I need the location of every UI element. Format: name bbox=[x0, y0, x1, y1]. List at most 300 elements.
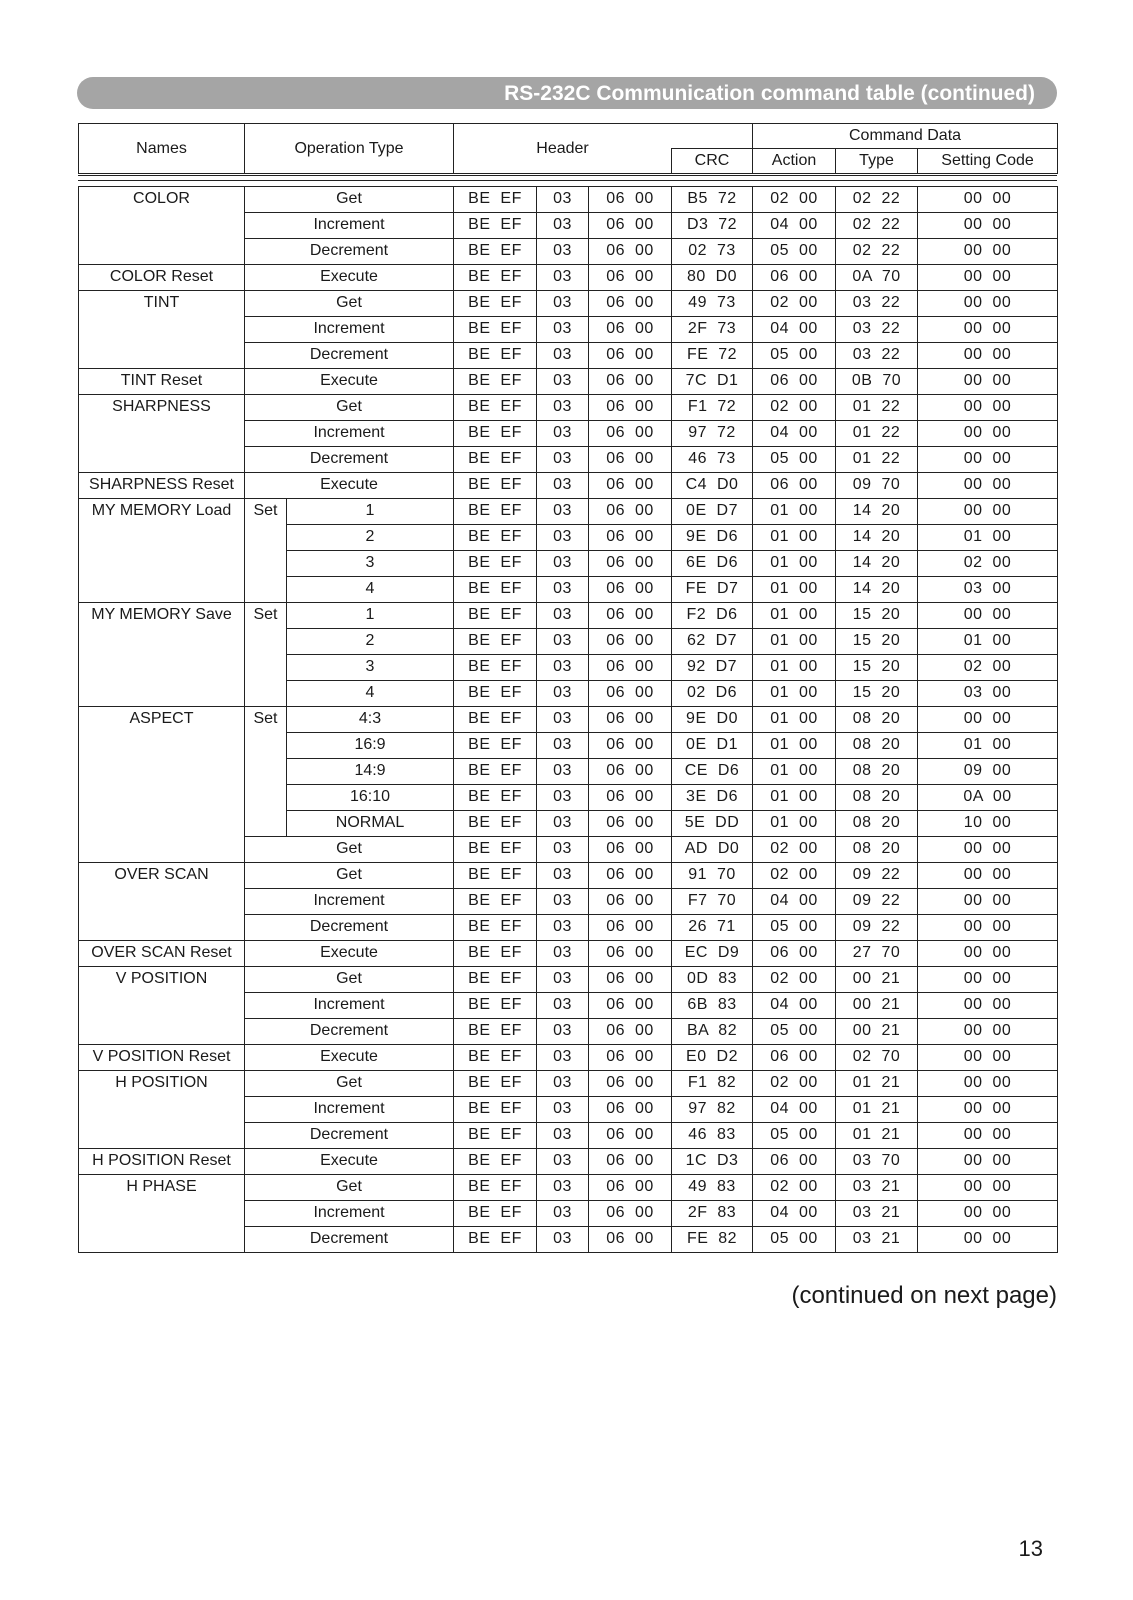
operation-cell: Decrement bbox=[245, 915, 454, 941]
action-cell: 06 00 bbox=[753, 473, 836, 499]
type-cell: 14 20 bbox=[836, 577, 918, 603]
header-length-cell: 03 bbox=[537, 1227, 589, 1253]
type-cell: 01 21 bbox=[836, 1123, 918, 1149]
type-cell: 01 22 bbox=[836, 447, 918, 473]
header-byte-cell: BE EF bbox=[454, 1175, 537, 1201]
operation-cell: Increment bbox=[245, 421, 454, 447]
col-header-action: Action bbox=[753, 149, 836, 174]
setting-code-cell: 00 00 bbox=[918, 707, 1058, 733]
crc-cell: 97 82 bbox=[672, 1097, 753, 1123]
table-row bbox=[79, 473, 1058, 499]
action-cell: 01 00 bbox=[753, 759, 836, 785]
operation-cell: Execute bbox=[245, 1149, 454, 1175]
header-byte-cell: BE EF bbox=[454, 707, 537, 733]
type-cell: 03 21 bbox=[836, 1201, 918, 1227]
set-cell: Set bbox=[245, 603, 287, 707]
table-row bbox=[79, 1071, 1058, 1097]
setting-code-cell: 00 00 bbox=[918, 1149, 1058, 1175]
header-byte-cell: BE EF bbox=[454, 1097, 537, 1123]
setting-code-cell: 03 00 bbox=[918, 681, 1058, 707]
action-cell: 04 00 bbox=[753, 421, 836, 447]
header-byte-cell: BE EF bbox=[454, 1123, 537, 1149]
setting-code-cell: 00 00 bbox=[918, 1097, 1058, 1123]
table-row bbox=[79, 941, 1058, 967]
crc-cell: F7 70 bbox=[672, 889, 753, 915]
type-cell: 0A 70 bbox=[836, 265, 918, 291]
operation-cell: Execute bbox=[245, 473, 454, 499]
header-length-cell: 03 bbox=[537, 499, 589, 525]
header-length-cell: 03 bbox=[537, 187, 589, 213]
operation-cell: Decrement bbox=[245, 239, 454, 265]
crc-cell: 2F 83 bbox=[672, 1201, 753, 1227]
table-row bbox=[79, 707, 1058, 733]
operation-cell: Increment bbox=[245, 993, 454, 1019]
header-length-cell: 03 bbox=[537, 863, 589, 889]
header-length-cell: 03 bbox=[537, 603, 589, 629]
name-cell: MY MEMORY Save bbox=[79, 603, 245, 707]
type-cell: 09 22 bbox=[836, 915, 918, 941]
table-row bbox=[79, 1045, 1058, 1071]
operation-cell: Get bbox=[245, 187, 454, 213]
header-length-cell: 03 bbox=[537, 837, 589, 863]
type-cell: 09 70 bbox=[836, 473, 918, 499]
header-length-cell: 03 bbox=[537, 317, 589, 343]
name-cell: OVER SCAN Reset bbox=[79, 941, 245, 967]
operation-cell: Decrement bbox=[245, 1123, 454, 1149]
table-header bbox=[78, 123, 1058, 174]
crc-cell: CE D6 bbox=[672, 759, 753, 785]
header-id-cell: 06 00 bbox=[589, 1201, 672, 1227]
operation-cell: Increment bbox=[245, 889, 454, 915]
header-id-cell: 06 00 bbox=[589, 577, 672, 603]
action-cell: 02 00 bbox=[753, 291, 836, 317]
header-byte-cell: BE EF bbox=[454, 1019, 537, 1045]
type-cell: 03 21 bbox=[836, 1175, 918, 1201]
page-number: 13 bbox=[1018, 1536, 1043, 1561]
action-cell: 04 00 bbox=[753, 317, 836, 343]
operation-cell: Get bbox=[245, 837, 454, 863]
action-cell: 04 00 bbox=[753, 889, 836, 915]
crc-cell: 49 83 bbox=[672, 1175, 753, 1201]
header-byte-cell: BE EF bbox=[454, 343, 537, 369]
name-cell: SHARPNESS Reset bbox=[79, 473, 245, 499]
type-cell: 0B 70 bbox=[836, 369, 918, 395]
header-id-cell: 06 00 bbox=[589, 239, 672, 265]
operation-cell: Get bbox=[245, 1071, 454, 1097]
type-cell: 02 70 bbox=[836, 1045, 918, 1071]
setting-code-cell: 00 00 bbox=[918, 291, 1058, 317]
crc-cell: 0D 83 bbox=[672, 967, 753, 993]
setting-code-cell: 00 00 bbox=[918, 889, 1058, 915]
operation-cell: 4:3 bbox=[287, 707, 454, 733]
type-cell: 01 22 bbox=[836, 395, 918, 421]
header-id-cell: 06 00 bbox=[589, 681, 672, 707]
crc-cell: FE D7 bbox=[672, 577, 753, 603]
operation-cell: Increment bbox=[245, 1097, 454, 1123]
header-id-cell: 06 00 bbox=[589, 499, 672, 525]
table-row bbox=[79, 967, 1058, 993]
header-id-cell: 06 00 bbox=[589, 343, 672, 369]
header-byte-cell: BE EF bbox=[454, 395, 537, 421]
operation-cell: Get bbox=[245, 1175, 454, 1201]
type-cell: 02 22 bbox=[836, 239, 918, 265]
header-length-cell: 03 bbox=[537, 1175, 589, 1201]
header-length-cell: 03 bbox=[537, 629, 589, 655]
title-bar bbox=[77, 77, 1057, 109]
action-cell: 01 00 bbox=[753, 525, 836, 551]
col-header-names: Names bbox=[79, 124, 245, 174]
action-cell: 01 00 bbox=[753, 811, 836, 837]
action-cell: 02 00 bbox=[753, 863, 836, 889]
header-byte-cell: BE EF bbox=[454, 1045, 537, 1071]
setting-code-cell: 00 00 bbox=[918, 473, 1058, 499]
table-row bbox=[79, 395, 1058, 421]
name-cell: H PHASE bbox=[79, 1175, 245, 1253]
crc-cell: F1 82 bbox=[672, 1071, 753, 1097]
header-byte-cell: BE EF bbox=[454, 291, 537, 317]
type-cell: 01 22 bbox=[836, 421, 918, 447]
header-byte-cell: BE EF bbox=[454, 993, 537, 1019]
header-length-cell: 03 bbox=[537, 525, 589, 551]
setting-code-cell: 00 00 bbox=[918, 915, 1058, 941]
action-cell: 01 00 bbox=[753, 499, 836, 525]
setting-code-cell: 00 00 bbox=[918, 187, 1058, 213]
action-cell: 01 00 bbox=[753, 603, 836, 629]
operation-cell: Get bbox=[245, 967, 454, 993]
action-cell: 01 00 bbox=[753, 733, 836, 759]
header-id-cell: 06 00 bbox=[589, 785, 672, 811]
action-cell: 02 00 bbox=[753, 187, 836, 213]
action-cell: 01 00 bbox=[753, 551, 836, 577]
header-byte-cell: BE EF bbox=[454, 317, 537, 343]
name-cell: H POSITION bbox=[79, 1071, 245, 1149]
crc-cell: 49 73 bbox=[672, 291, 753, 317]
crc-cell: 9E D6 bbox=[672, 525, 753, 551]
type-cell: 00 21 bbox=[836, 993, 918, 1019]
header-byte-cell: BE EF bbox=[454, 369, 537, 395]
operation-cell: 3 bbox=[287, 551, 454, 577]
crc-cell: 02 D6 bbox=[672, 681, 753, 707]
header-length-cell: 03 bbox=[537, 447, 589, 473]
header-byte-cell: BE EF bbox=[454, 863, 537, 889]
name-cell: TINT Reset bbox=[79, 369, 245, 395]
operation-cell: Execute bbox=[245, 1045, 454, 1071]
crc-cell: 92 D7 bbox=[672, 655, 753, 681]
header-length-cell: 03 bbox=[537, 1201, 589, 1227]
crc-cell: 5E DD bbox=[672, 811, 753, 837]
header-divider-upper bbox=[78, 175, 1057, 176]
type-cell: 08 20 bbox=[836, 811, 918, 837]
type-cell: 09 22 bbox=[836, 863, 918, 889]
header-length-cell: 03 bbox=[537, 343, 589, 369]
crc-cell: 97 72 bbox=[672, 421, 753, 447]
header-id-cell: 06 00 bbox=[589, 1227, 672, 1253]
header-id-cell: 06 00 bbox=[589, 369, 672, 395]
name-cell: MY MEMORY Load bbox=[79, 499, 245, 603]
operation-cell: NORMAL bbox=[287, 811, 454, 837]
header-length-cell: 03 bbox=[537, 707, 589, 733]
header-length-cell: 03 bbox=[537, 473, 589, 499]
type-cell: 08 20 bbox=[836, 837, 918, 863]
setting-code-cell: 00 00 bbox=[918, 941, 1058, 967]
crc-cell: 62 D7 bbox=[672, 629, 753, 655]
setting-code-cell: 0A 00 bbox=[918, 785, 1058, 811]
header-id-cell: 06 00 bbox=[589, 707, 672, 733]
header-id-cell: 06 00 bbox=[589, 1175, 672, 1201]
type-cell: 03 70 bbox=[836, 1149, 918, 1175]
crc-cell: 91 70 bbox=[672, 863, 753, 889]
header-id-cell: 06 00 bbox=[589, 525, 672, 551]
operation-cell: 4 bbox=[287, 681, 454, 707]
crc-cell: 1C D3 bbox=[672, 1149, 753, 1175]
operation-cell: Execute bbox=[245, 265, 454, 291]
operation-cell: Decrement bbox=[245, 447, 454, 473]
col-header-operation-type: Operation Type bbox=[245, 124, 454, 174]
header-length-cell: 03 bbox=[537, 681, 589, 707]
table-row bbox=[79, 1175, 1058, 1201]
crc-cell: EC D9 bbox=[672, 941, 753, 967]
header-byte-cell: BE EF bbox=[454, 551, 537, 577]
crc-cell: F2 D6 bbox=[672, 603, 753, 629]
header-length-cell: 03 bbox=[537, 239, 589, 265]
setting-code-cell: 03 00 bbox=[918, 577, 1058, 603]
crc-cell: 9E D0 bbox=[672, 707, 753, 733]
operation-cell: Increment bbox=[245, 1201, 454, 1227]
type-cell: 00 21 bbox=[836, 967, 918, 993]
header-id-cell: 06 00 bbox=[589, 1045, 672, 1071]
col-header-command-data: Command Data bbox=[753, 124, 1058, 149]
header-length-cell: 03 bbox=[537, 1097, 589, 1123]
header-length-cell: 03 bbox=[537, 733, 589, 759]
header-id-cell: 06 00 bbox=[589, 759, 672, 785]
action-cell: 06 00 bbox=[753, 1045, 836, 1071]
header-byte-cell: BE EF bbox=[454, 811, 537, 837]
header-length-cell: 03 bbox=[537, 1123, 589, 1149]
header-byte-cell: BE EF bbox=[454, 629, 537, 655]
setting-code-cell: 01 00 bbox=[918, 629, 1058, 655]
crc-cell: 46 83 bbox=[672, 1123, 753, 1149]
header-byte-cell: BE EF bbox=[454, 655, 537, 681]
crc-cell: 0E D7 bbox=[672, 499, 753, 525]
crc-cell: BA 82 bbox=[672, 1019, 753, 1045]
setting-code-cell: 00 00 bbox=[918, 343, 1058, 369]
col-header-type: Type bbox=[836, 149, 918, 174]
crc-cell: B5 72 bbox=[672, 187, 753, 213]
name-cell: SHARPNESS bbox=[79, 395, 245, 473]
header-id-cell: 06 00 bbox=[589, 811, 672, 837]
header-id-cell: 06 00 bbox=[589, 1019, 672, 1045]
name-cell: V POSITION bbox=[79, 967, 245, 1045]
header-length-cell: 03 bbox=[537, 395, 589, 421]
header-id-cell: 06 00 bbox=[589, 421, 672, 447]
action-cell: 01 00 bbox=[753, 577, 836, 603]
header-byte-cell: BE EF bbox=[454, 447, 537, 473]
header-byte-cell: BE EF bbox=[454, 1149, 537, 1175]
setting-code-cell: 00 00 bbox=[918, 1045, 1058, 1071]
action-cell: 02 00 bbox=[753, 967, 836, 993]
header-id-cell: 06 00 bbox=[589, 265, 672, 291]
header-byte-cell: BE EF bbox=[454, 1071, 537, 1097]
header-length-cell: 03 bbox=[537, 993, 589, 1019]
setting-code-cell: 00 00 bbox=[918, 1123, 1058, 1149]
setting-code-cell: 00 00 bbox=[918, 265, 1058, 291]
crc-cell: 2F 73 bbox=[672, 317, 753, 343]
header-id-cell: 06 00 bbox=[589, 447, 672, 473]
header-byte-cell: BE EF bbox=[454, 785, 537, 811]
setting-code-cell: 02 00 bbox=[918, 655, 1058, 681]
header-length-cell: 03 bbox=[537, 967, 589, 993]
setting-code-cell: 02 00 bbox=[918, 551, 1058, 577]
name-cell: COLOR Reset bbox=[79, 265, 245, 291]
type-cell: 15 20 bbox=[836, 603, 918, 629]
header-length-cell: 03 bbox=[537, 213, 589, 239]
table-row bbox=[79, 291, 1058, 317]
action-cell: 05 00 bbox=[753, 343, 836, 369]
type-cell: 15 20 bbox=[836, 629, 918, 655]
action-cell: 06 00 bbox=[753, 369, 836, 395]
type-cell: 14 20 bbox=[836, 499, 918, 525]
action-cell: 06 00 bbox=[753, 265, 836, 291]
header-id-cell: 06 00 bbox=[589, 187, 672, 213]
operation-cell: 14:9 bbox=[287, 759, 454, 785]
col-header-header: Header bbox=[454, 124, 672, 174]
header-length-cell: 03 bbox=[537, 1071, 589, 1097]
header-length-cell: 03 bbox=[537, 785, 589, 811]
type-cell: 08 20 bbox=[836, 733, 918, 759]
crc-cell: 6E D6 bbox=[672, 551, 753, 577]
action-cell: 01 00 bbox=[753, 707, 836, 733]
action-cell: 06 00 bbox=[753, 1149, 836, 1175]
setting-code-cell: 10 00 bbox=[918, 811, 1058, 837]
header-byte-cell: BE EF bbox=[454, 967, 537, 993]
setting-code-cell: 00 00 bbox=[918, 239, 1058, 265]
crc-cell: 26 71 bbox=[672, 915, 753, 941]
operation-cell: Execute bbox=[245, 941, 454, 967]
setting-code-cell: 00 00 bbox=[918, 421, 1058, 447]
header-byte-cell: BE EF bbox=[454, 473, 537, 499]
action-cell: 04 00 bbox=[753, 1201, 836, 1227]
header-byte-cell: BE EF bbox=[454, 681, 537, 707]
header-length-cell: 03 bbox=[537, 421, 589, 447]
name-cell: H POSITION Reset bbox=[79, 1149, 245, 1175]
header-length-cell: 03 bbox=[537, 941, 589, 967]
action-cell: 05 00 bbox=[753, 915, 836, 941]
header-id-cell: 06 00 bbox=[589, 837, 672, 863]
crc-cell: 0E D1 bbox=[672, 733, 753, 759]
header-byte-cell: BE EF bbox=[454, 187, 537, 213]
name-cell: V POSITION Reset bbox=[79, 1045, 245, 1071]
header-id-cell: 06 00 bbox=[589, 1071, 672, 1097]
crc-cell: E0 D2 bbox=[672, 1045, 753, 1071]
crc-cell: 80 D0 bbox=[672, 265, 753, 291]
set-cell: Set bbox=[245, 707, 287, 837]
header-length-cell: 03 bbox=[537, 655, 589, 681]
action-cell: 05 00 bbox=[753, 1123, 836, 1149]
header-id-cell: 06 00 bbox=[589, 733, 672, 759]
header-length-cell: 03 bbox=[537, 889, 589, 915]
crc-cell: C4 D0 bbox=[672, 473, 753, 499]
table-row bbox=[79, 499, 1058, 525]
setting-code-cell: 00 00 bbox=[918, 447, 1058, 473]
setting-code-cell: 00 00 bbox=[918, 1175, 1058, 1201]
type-cell: 02 22 bbox=[836, 187, 918, 213]
set-cell: Set bbox=[245, 499, 287, 603]
action-cell: 02 00 bbox=[753, 1175, 836, 1201]
type-cell: 03 21 bbox=[836, 1227, 918, 1253]
header-byte-cell: BE EF bbox=[454, 421, 537, 447]
setting-code-cell: 00 00 bbox=[918, 1019, 1058, 1045]
setting-code-cell: 09 00 bbox=[918, 759, 1058, 785]
header-divider-lower bbox=[78, 180, 1057, 181]
table-row bbox=[79, 1149, 1058, 1175]
setting-code-cell: 00 00 bbox=[918, 837, 1058, 863]
header-length-cell: 03 bbox=[537, 1045, 589, 1071]
type-cell: 03 22 bbox=[836, 291, 918, 317]
action-cell: 01 00 bbox=[753, 655, 836, 681]
header-byte-cell: BE EF bbox=[454, 889, 537, 915]
operation-cell: 16:10 bbox=[287, 785, 454, 811]
header-length-cell: 03 bbox=[537, 577, 589, 603]
header-byte-cell: BE EF bbox=[454, 733, 537, 759]
operation-cell: 4 bbox=[287, 577, 454, 603]
command-table bbox=[78, 186, 1058, 1253]
action-cell: 01 00 bbox=[753, 629, 836, 655]
crc-cell: 7C D1 bbox=[672, 369, 753, 395]
header-byte-cell: BE EF bbox=[454, 837, 537, 863]
type-cell: 02 22 bbox=[836, 213, 918, 239]
setting-code-cell: 01 00 bbox=[918, 733, 1058, 759]
setting-code-cell: 01 00 bbox=[918, 525, 1058, 551]
operation-cell: Decrement bbox=[245, 1019, 454, 1045]
header-id-cell: 06 00 bbox=[589, 395, 672, 421]
type-cell: 08 20 bbox=[836, 785, 918, 811]
header-id-cell: 06 00 bbox=[589, 213, 672, 239]
operation-cell: Increment bbox=[245, 213, 454, 239]
header-length-cell: 03 bbox=[537, 811, 589, 837]
setting-code-cell: 00 00 bbox=[918, 1201, 1058, 1227]
operation-cell: 16:9 bbox=[287, 733, 454, 759]
type-cell: 03 22 bbox=[836, 343, 918, 369]
header-id-cell: 06 00 bbox=[589, 629, 672, 655]
header-id-cell: 06 00 bbox=[589, 1149, 672, 1175]
name-cell: TINT bbox=[79, 291, 245, 369]
header-byte-cell: BE EF bbox=[454, 1227, 537, 1253]
header-length-cell: 03 bbox=[537, 1149, 589, 1175]
type-cell: 08 20 bbox=[836, 707, 918, 733]
crc-cell: D3 72 bbox=[672, 213, 753, 239]
crc-cell: 6B 83 bbox=[672, 993, 753, 1019]
table-row bbox=[79, 863, 1058, 889]
operation-cell: 2 bbox=[287, 629, 454, 655]
operation-cell: Decrement bbox=[245, 343, 454, 369]
setting-code-cell: 00 00 bbox=[918, 499, 1058, 525]
header-id-cell: 06 00 bbox=[589, 993, 672, 1019]
continued-note: (continued on next page) bbox=[791, 1282, 1057, 1309]
setting-code-cell: 00 00 bbox=[918, 395, 1058, 421]
header-byte-cell: BE EF bbox=[454, 1201, 537, 1227]
col-header-crc: CRC bbox=[672, 149, 753, 174]
type-cell: 09 22 bbox=[836, 889, 918, 915]
header-id-cell: 06 00 bbox=[589, 915, 672, 941]
action-cell: 05 00 bbox=[753, 1227, 836, 1253]
action-cell: 04 00 bbox=[753, 1097, 836, 1123]
setting-code-cell: 00 00 bbox=[918, 213, 1058, 239]
setting-code-cell: 00 00 bbox=[918, 603, 1058, 629]
action-cell: 05 00 bbox=[753, 239, 836, 265]
header-id-cell: 06 00 bbox=[589, 941, 672, 967]
header-byte-cell: BE EF bbox=[454, 265, 537, 291]
setting-code-cell: 00 00 bbox=[918, 317, 1058, 343]
